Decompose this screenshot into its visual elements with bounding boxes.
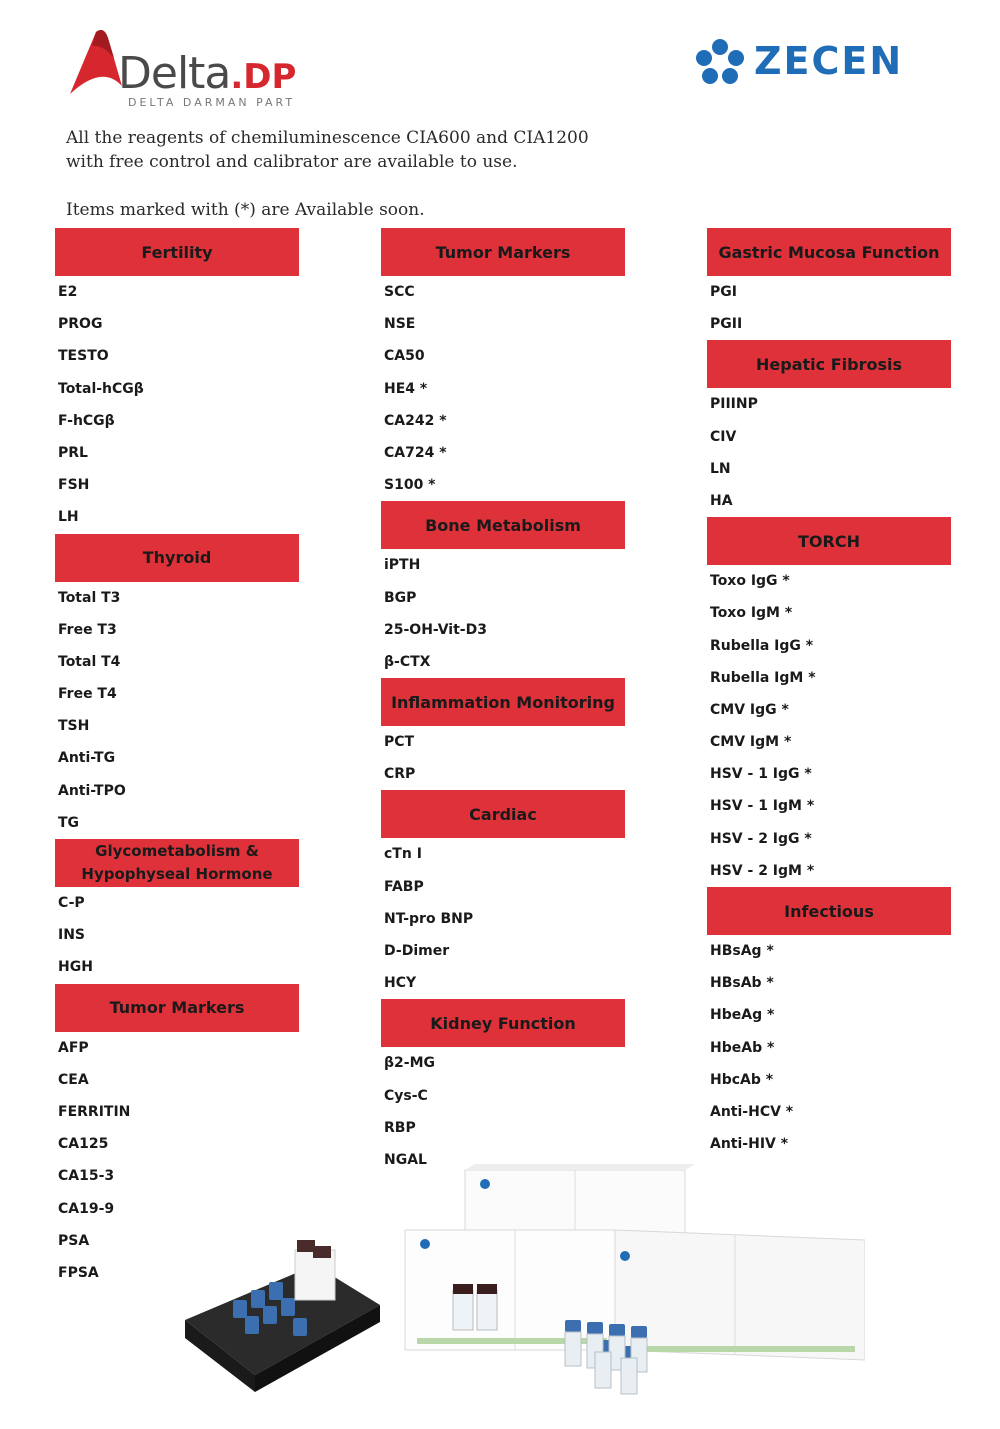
list-item: C-P — [58, 895, 85, 911]
list-item: FPSA — [58, 1264, 99, 1281]
list-item: INS — [58, 927, 86, 944]
section-hepatic-fibrosis — [707, 340, 951, 517]
list-item: S100 * — [384, 477, 436, 494]
delta-swoosh-icon — [62, 24, 126, 96]
list-item: HCY — [384, 975, 417, 992]
list-item: NT-pro BNP — [384, 910, 474, 927]
list-item: D-Dimer — [384, 943, 450, 959]
list-item: FSH — [58, 477, 90, 494]
list-item: PSA — [58, 1232, 90, 1249]
section-header: Gastric Mucosa Function — [707, 228, 951, 276]
list-item: HBsAg * — [710, 943, 774, 959]
foam-tray-illustration — [185, 1240, 380, 1392]
section-header: Thyroid — [55, 534, 299, 582]
list-item: β2-MG — [384, 1055, 435, 1072]
section-header: Glycometabolism & Hypophyseal Hormone — [55, 839, 299, 887]
list-item: LN — [710, 460, 731, 477]
list-item: Rubella IgM * — [710, 669, 816, 686]
list-item: PGII — [710, 316, 743, 333]
list-item: HE4 * — [384, 380, 428, 397]
list-item: 25-OH-Vit-D3 — [384, 621, 487, 638]
list-item: Cys-C — [384, 1087, 428, 1104]
list-item: Total T4 — [58, 653, 121, 670]
section-infectious — [707, 887, 951, 1160]
section-torch — [707, 517, 951, 887]
intro-line-1: All the reagents of chemiluminescence CIA600 and CIA1200 — [66, 128, 589, 148]
list-item: Rubella IgG * — [710, 637, 814, 654]
availability-note: Items marked with (*) are Available soon. — [66, 200, 425, 220]
section-bone-metabolism — [381, 501, 625, 678]
section-header: Infectious — [707, 887, 951, 935]
list-item: HSV - 2 IgG * — [710, 830, 812, 847]
section-cardiac — [381, 790, 625, 999]
list-item: CA125 — [58, 1136, 109, 1153]
list-item: HbcAb * — [710, 1071, 774, 1088]
section-gastric-mucosa — [707, 228, 951, 340]
zecen-logo — [694, 38, 934, 86]
list-item: PCT — [384, 734, 415, 751]
section-header: Hepatic Fibrosis — [707, 340, 951, 388]
list-item: CMV IgM * — [710, 734, 792, 751]
list-item: CRP — [384, 766, 416, 783]
list-item: CA242 * — [384, 412, 447, 429]
section-header: Tumor Markers — [381, 228, 625, 276]
section-header: Fertility — [55, 228, 299, 276]
list-item: NSE — [384, 316, 416, 333]
section-header: Kidney Function — [381, 999, 625, 1047]
intro-line-2: with free control and calibrator are available to use. — [66, 152, 518, 172]
section-header: Bone Metabolism — [381, 501, 625, 549]
list-item: CA50 — [384, 348, 425, 365]
list-item: RBP — [384, 1119, 416, 1136]
list-item: NGAL — [384, 1151, 427, 1168]
list-item: CA724 * — [384, 444, 447, 461]
list-item: CA15-3 — [58, 1168, 115, 1185]
section-fertility — [55, 228, 299, 534]
section-header: TORCH — [707, 517, 951, 565]
section-glycometabolism — [55, 839, 299, 984]
list-item: Total T3 — [58, 589, 121, 606]
list-item: CMV IgG * — [710, 701, 789, 718]
delta-dp-logo — [62, 20, 312, 112]
list-item: F-hCGβ — [58, 412, 115, 429]
list-item: Anti-TPO — [58, 782, 126, 799]
list-item: HSV - 2 IgM * — [710, 862, 815, 879]
list-item: Anti-HIV * — [710, 1136, 789, 1153]
list-item: Toxo IgG * — [710, 573, 790, 590]
section-kidney-function — [381, 999, 625, 1176]
list-item: β-CTX — [384, 653, 431, 670]
list-item: HbeAg * — [710, 1007, 775, 1024]
list-item: HSV - 1 IgG * — [710, 766, 812, 783]
section-inflammation-monitoring — [381, 678, 625, 790]
list-item: Free T4 — [58, 686, 117, 703]
reagent-kits-photo — [185, 1160, 865, 1420]
list-item: Toxo IgM * — [710, 605, 793, 622]
section-thyroid — [55, 534, 299, 840]
list-item: Free T3 — [58, 621, 117, 638]
list-item: PRL — [58, 444, 88, 461]
list-item: TSH — [58, 718, 90, 735]
list-item: CEA — [58, 1071, 89, 1088]
list-item: CIV — [710, 428, 737, 445]
list-item: FABP — [384, 878, 424, 895]
list-item: TESTO — [58, 348, 109, 365]
section-header: Cardiac — [381, 790, 625, 838]
section-tumor-markers-2 — [381, 228, 625, 501]
column-2 — [381, 228, 625, 1176]
list-item: Anti-HCV * — [710, 1103, 794, 1120]
list-item: PIIINP — [710, 396, 758, 413]
list-item: Anti-TG — [58, 750, 116, 767]
list-item: TG — [58, 814, 80, 831]
list-item: HSV - 1 IgM * — [710, 798, 815, 815]
zecen-flower-icon — [694, 38, 746, 86]
list-item: FERRITIN — [58, 1103, 131, 1120]
list-item: E2 — [58, 284, 78, 300]
list-item: HA — [710, 492, 733, 509]
list-item: HGH — [58, 959, 93, 976]
list-item: cTn I — [384, 846, 422, 863]
list-item: CA19-9 — [58, 1200, 115, 1217]
zecen-logo-wordmark: ZECEN — [754, 39, 904, 83]
list-item: PROG — [58, 316, 103, 333]
delta-logo-wordmark: Delta.DP — [118, 48, 297, 99]
column-1 — [55, 228, 299, 1289]
section-header: Tumor Markers — [55, 984, 299, 1032]
column-3 — [707, 228, 951, 1160]
list-item: HbeAb * — [710, 1039, 775, 1056]
list-item: iPTH — [384, 557, 421, 574]
list-item: PGI — [710, 284, 737, 300]
list-item: BGP — [384, 589, 417, 606]
list-item: Total-hCGβ — [58, 380, 144, 397]
delta-logo-tagline: DELTA DARMAN PART — [128, 96, 296, 109]
list-item: HBsAb * — [710, 975, 774, 992]
intro-text — [66, 126, 686, 222]
list-item: SCC — [384, 284, 415, 300]
list-item: AFP — [58, 1039, 89, 1056]
section-header: Inflammation Monitoring — [381, 678, 625, 726]
list-item: LH — [58, 509, 79, 526]
